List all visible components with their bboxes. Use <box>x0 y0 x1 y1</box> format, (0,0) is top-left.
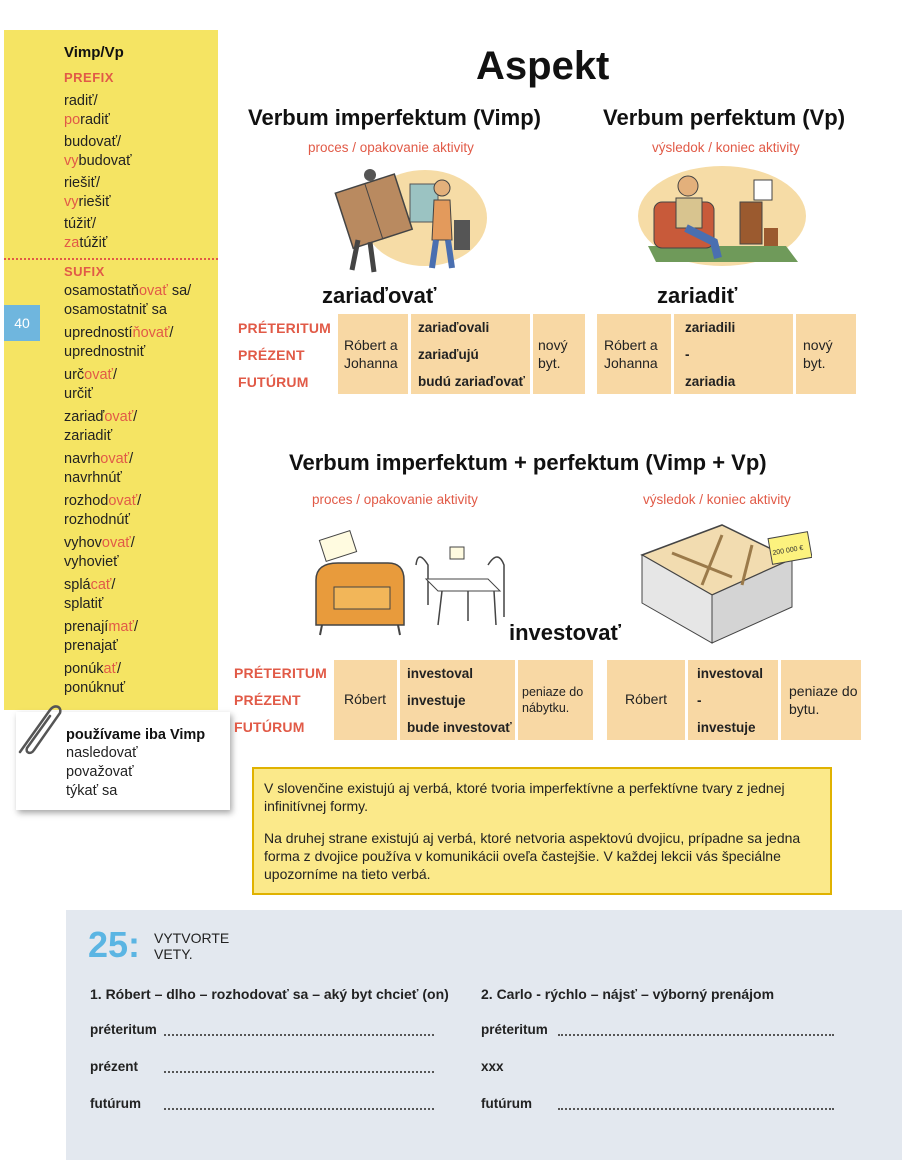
sufix-label: SUFIX <box>64 264 105 279</box>
apartment-illustration <box>632 515 812 645</box>
q1-label-preteritum: préteritum <box>90 1022 157 1037</box>
tense-label-prezent: PRÉZENT <box>234 692 301 708</box>
info-paragraph-1: V slovenčine existujú aj verbá, ktoré tvoria imperfektívne a perfektívne tvary z jednej infinitívnej formy. <box>264 780 785 814</box>
verb-perfective: zariadiť <box>657 283 738 308</box>
table-form-prezent: - <box>697 693 702 708</box>
table-subject: Róbert a Johanna <box>604 337 658 371</box>
tense-label-preteritum: PRÉTERITUM <box>234 665 327 681</box>
table-form-preteritum: zariaďovali <box>418 320 490 335</box>
vimp-only-item: týkať sa <box>66 783 118 799</box>
table-form-preteritum: zariadili <box>685 320 736 335</box>
sidebar-verb-form: navrhovať/ <box>64 451 134 467</box>
sidebar-verb-form: riešiť/ <box>64 175 101 191</box>
sidebar-verb-form: navrhnúť <box>64 470 122 486</box>
q1-answer-line-futurum[interactable] <box>164 1108 434 1110</box>
exercise-instruction <box>154 930 254 962</box>
vimp-only-item: považovať <box>66 764 134 780</box>
table-subject: Róbert <box>344 691 387 707</box>
q1-answer-line-preteritum[interactable] <box>164 1034 434 1036</box>
table-form-futurum: budú zariaďovať <box>418 374 525 389</box>
right-subheading: výsledok / koniec aktivity <box>652 140 800 155</box>
sidebar-verb-form: osamostatniť sa <box>64 302 167 318</box>
exercise-instruction-line1: VYTVORTE <box>154 930 230 946</box>
vimp-only-item: nasledovať <box>66 745 138 761</box>
q1-label-prezent: prézent <box>90 1059 139 1074</box>
page-number: 40 <box>4 305 40 341</box>
sidebar-verb-form: budovať/ <box>64 134 122 150</box>
conjugation-table-imperfective <box>338 314 585 394</box>
table-divider <box>397 660 400 740</box>
vimp-only-title: používame iba Vimp <box>66 727 206 743</box>
q2-label-xxx: xxx <box>481 1059 504 1074</box>
sidebar-verb-form: zatúžiť <box>64 235 108 251</box>
exercise-instruction-line2: VETY. <box>154 946 193 962</box>
sidebar-verb-form: radiť/ <box>64 93 98 109</box>
paperclip-icon <box>6 700 70 764</box>
table-form-preteritum: investoval <box>407 666 474 681</box>
table-form-futurum: bude investovať <box>407 720 512 735</box>
sidebar-verb-form: ponúknuť <box>64 680 126 696</box>
table-divider <box>778 660 781 740</box>
sidebar-verb-form: prenajať <box>64 638 118 654</box>
table-form-futurum: investuje <box>697 720 756 735</box>
sidebar-verb-form: rozhodovať/ <box>64 493 142 509</box>
table-form-preteritum: investoval <box>697 666 764 681</box>
table-form-prezent: - <box>685 347 690 362</box>
sidebar-heading: Vimp/Vp <box>64 44 124 61</box>
left-subheading: proces / opakovanie aktivity <box>308 140 474 155</box>
exercise-question-2: 2. Carlo - rýchlo – nájsť – výborný prenájom <box>481 986 775 1002</box>
q1-label-futurum: futúrum <box>90 1096 141 1111</box>
investovat-table-perfective <box>607 660 861 740</box>
sidebar-verb-form: vyhovovať/ <box>64 535 135 551</box>
table-object: peniaze do nábytku. <box>522 685 584 715</box>
table-divider <box>515 660 518 740</box>
table-divider <box>685 660 688 740</box>
conjugation-table-perfective <box>597 314 856 394</box>
q1-answer-line-prezent[interactable] <box>164 1071 434 1073</box>
tense-label-futurum: FUTÚRUM <box>234 719 305 735</box>
relaxing-man-illustration <box>636 158 806 268</box>
sidebar-verb-form: vyhovieť <box>64 554 119 570</box>
table-divider <box>671 314 674 394</box>
q2-answer-line-futurum[interactable] <box>558 1108 834 1110</box>
verb-both-aspects: investovať <box>509 620 622 645</box>
sidebar-verb-form: ponúkať/ <box>64 661 122 677</box>
table-form-futurum: zariadia <box>685 374 736 389</box>
q2-answer-line-preteritum[interactable] <box>558 1034 834 1036</box>
table-subject: Róbert a Johanna <box>344 337 398 371</box>
q2-label-preteritum: préteritum <box>481 1022 548 1037</box>
table-form-prezent: zariaďujú <box>418 347 479 362</box>
table-object: nový byt. <box>803 337 833 371</box>
sidebar-verb-form: určovať/ <box>64 367 118 383</box>
info-paragraph-2: Na druhej strane existujú aj verbá, ktoré netvoria aspektovú dvojicu, prípadne sa jedna forma z dvojice používa v komunikácii oveľa častejšie. V každej lekcii vás špeciálne upozorníme na tieto verbá. <box>264 830 801 882</box>
sidebar-verb-form: uprednostíňovať/ <box>64 325 174 341</box>
table-divider <box>530 314 533 394</box>
sidebar-verb-form: uprednostniť <box>64 344 146 360</box>
sidebar-verb-form: zariadiť <box>64 428 113 444</box>
sidebar-verb-form: túžiť/ <box>64 216 97 232</box>
sidebar-verb-form: splatiť <box>64 596 104 612</box>
mid-left-subheading: proces / opakovanie aktivity <box>312 492 478 507</box>
verb-imperfective: zariaďovať <box>322 283 437 308</box>
tense-label-preteritum: PRÉTERITUM <box>238 320 331 336</box>
sidebar-verb-form: prenajímať/ <box>64 619 138 635</box>
tense-label-futurum: FUTÚRUM <box>238 374 309 390</box>
sidebar-verb-form: vybudovať <box>64 153 132 169</box>
table-form-prezent: investuje <box>407 693 466 708</box>
page-title: Aspekt <box>476 44 610 88</box>
exercise-question-1: 1. Róbert – dlho – rozhodovať sa – aký byt chcieť (on) <box>90 986 449 1002</box>
sidebar-verb-form: rozhodnúť <box>64 512 130 528</box>
table-object: peniaze do bytu. <box>789 683 858 717</box>
sidebar-verb-form: osamostatňovať sa/ <box>64 283 192 299</box>
table-subject: Róbert <box>625 691 668 707</box>
sidebar-verb-form: poradiť <box>64 112 110 128</box>
info-box <box>252 767 832 895</box>
mid-right-subheading: výsledok / koniec aktivity <box>643 492 791 507</box>
investovat-table-imperfective <box>334 660 593 740</box>
price-tag: 200 000 € <box>772 544 804 558</box>
sidebar-verb-form: splácať/ <box>64 577 116 593</box>
furniture-illustration <box>308 525 513 640</box>
exercise-number: 25: <box>88 924 141 965</box>
sidebar-verb-form: určiť <box>64 386 93 402</box>
table-object: nový byt. <box>538 337 568 371</box>
table-divider <box>793 314 796 394</box>
divider <box>4 258 218 260</box>
right-heading: Verbum perfektum (Vp) <box>603 105 846 130</box>
q2-label-futurum: futúrum <box>481 1096 532 1111</box>
sidebar-verb-form: zariaďovať/ <box>64 409 138 425</box>
tense-label-prezent: PRÉZENT <box>238 347 305 363</box>
left-heading: Verbum imperfektum (Vimp) <box>248 105 541 130</box>
mid-heading: Verbum imperfektum + perfektum (Vimp + Vp) <box>289 450 767 475</box>
prefix-label: PREFIX <box>64 70 114 85</box>
moving-furniture-illustration <box>330 160 490 280</box>
sidebar-verb-form: vyriešiť <box>64 194 111 210</box>
table-divider <box>408 314 411 394</box>
